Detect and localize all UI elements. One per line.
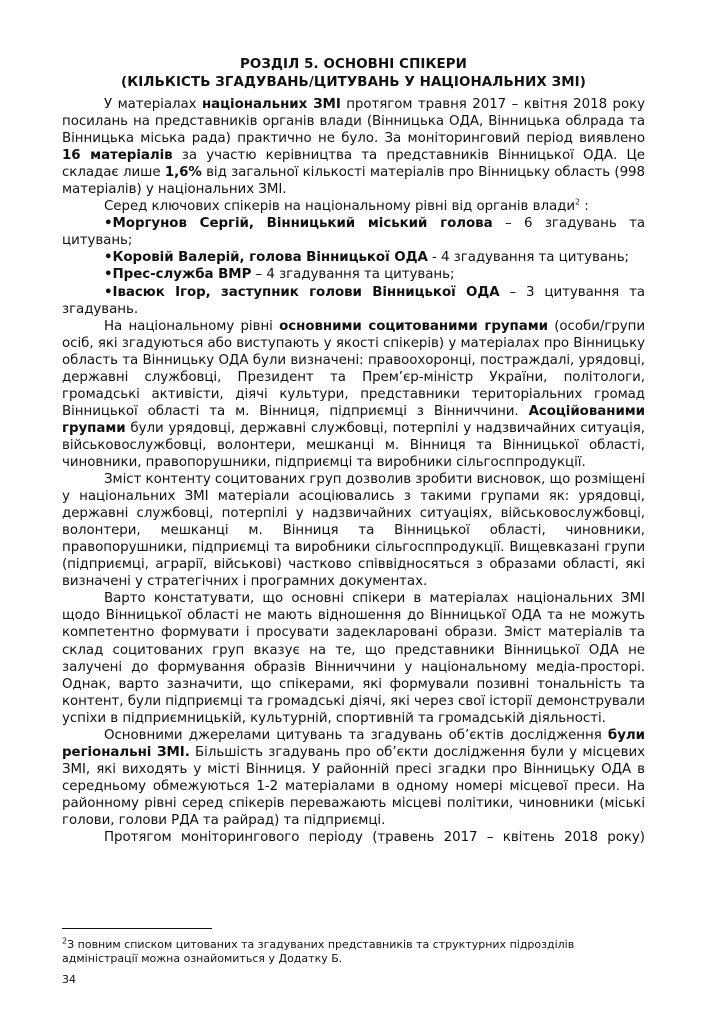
bullet-mark: • xyxy=(104,250,113,266)
footnote-divider xyxy=(62,928,212,929)
paragraph-4: Зміст контенту социтованих груп дозволив зробити висновок, що розміщені у національних ЗМІ матеріали асоціювались з такими групами як: урядовці, державні службовці, потерпілі у надзвичайних ситуаціях, військовослужбовці, волонтери, мешканці м. Вінниця та Вінницької області, чиновники, правопорушники, підприємці та виробники сільгосппродукції. Вищевказані групи (підприємці, аграрії, військові) частково співвідносяться з образами області, які визначені у стратегічних і програмних документах. xyxy=(62,472,645,590)
bold-text: були регіональні ЗМІ. xyxy=(62,727,645,760)
mention-count: - 4 згадування та цитувань; xyxy=(427,250,630,266)
text: протягом травня 2017 – квітня 2018 року посилань на представників органів влади (Вінницька ОДА, Вінницька облрада та Вінницька міська рада) практично не було. За моніторинговий період виявлено xyxy=(62,97,645,147)
page-number: 34 xyxy=(62,973,76,986)
text: Серед ключових спікерів на національному рівні від органів влади xyxy=(104,199,575,215)
text: : xyxy=(580,199,589,215)
speaker-name: Івасюк Ігор, заступник голови Вінницької ОДА xyxy=(112,284,500,300)
paragraph-7: Протягом моніторингового періоду (травень 2017 – квітень 2018 року) xyxy=(104,830,645,846)
text: Основними джерелами цитувань та згадувань об’єктів дослідження xyxy=(104,727,608,743)
bold-text: 1,6% xyxy=(164,165,202,181)
bullet-mark: • xyxy=(104,267,113,283)
page-content xyxy=(62,56,645,846)
text: Більшість згадувань про об’єкти дослідження були у місцевих ЗМІ, які виходять у місті Вінниця. У районній пресі згадки про Вінницьку ОДА в середньому обмежуються 1-2 матеріалами в одному номері місцевої преси. На районному рівні серед спікерів переважають місцеві політики, чиновники (міські голови, голови РДА та райрад) та підприємці. xyxy=(62,744,645,828)
paragraph-6 xyxy=(62,727,645,829)
speaker-list-item xyxy=(62,266,645,283)
bold-text: національних ЗМІ xyxy=(201,97,341,112)
paragraph-5: Варто констатувати, що основні спікери в матеріалах національних ЗМІ щодо Вінницької області не мають відношення до Вінницької ОДА та не можуть компетентно формувати і просувати задекларовані образи. Зміст матеріалів та склад социтованих груп вказує на те, що представники Вінницької ОДА не залучені до формування образів Вінниччини у національному медіа-просторі. Однак, варто зазначити, що спікерами, які формували позивні тональність та контент, були підприємці та громадські діячі, які через свої історії демонстрували успіхи в підприємницькій, культурній, спортивній та громадській діяльності. xyxy=(62,591,645,726)
footnote-text: З повним списком цитованих та згадуваних представників та структурних підрозділів адміністрації можна ознайомиться у Додатку Б. xyxy=(62,938,575,965)
speaker-name: Коровій Валерій, голова Вінницької ОДА xyxy=(112,250,428,266)
section-title-line-2: (КІЛЬКІСТЬ ЗГАДУВАНЬ/ЦИТУВАНЬ У НАЦІОНАЛЬНИХ ЗМІ) xyxy=(121,75,586,90)
mention-count: – 4 згадування та цитувань; xyxy=(251,267,455,283)
paragraph-2 xyxy=(62,198,645,215)
footnote-ref: 2 xyxy=(574,197,581,207)
bullet-mark: • xyxy=(104,284,113,300)
mention-count: – 6 згадувань та цитувань; xyxy=(62,216,645,249)
speaker-name: Моргунов Сергій, Вінницький міський голова xyxy=(112,216,493,232)
text: На національному рівні xyxy=(104,318,280,334)
text: від загальної кількості матеріалів про Вінницьку область (998 матеріалів) у національних ЗМІ. xyxy=(62,165,645,198)
bold-text: 16 матеріалів xyxy=(62,148,173,164)
paragraph-1 xyxy=(62,96,645,198)
speaker-list-item xyxy=(62,215,645,249)
footnote-number: 2 xyxy=(62,936,68,946)
paragraph-3 xyxy=(62,318,645,471)
speaker-list-item xyxy=(62,284,645,318)
bullet-mark: • xyxy=(104,216,113,232)
mention-count: – 3 цитування та згадувань. xyxy=(62,284,645,317)
text: за участю керівництва та представників Вінницької ОДА. Це складає лише xyxy=(62,148,645,181)
section-title-line-1: РОЗДІЛ 5. ОСНОВНІ СПІКЕРИ xyxy=(240,57,467,72)
text: були урядовці, державні службовці, потерпілі у надзвичайних ситуація, військовослужбовці, волонтери, мешканці м. Вінниця та Вінницької області, чиновники, правопорушники, підприємці та виробники сільгосппродукції. xyxy=(62,420,645,470)
bold-text: Асоційованими групами xyxy=(62,403,645,436)
section-title xyxy=(62,56,645,92)
text: (особи/групи осіб, які згадуються або виступають у якості спікерів) у матеріалах про Вінницьку область та Вінницьку ОДА були визначені: правоохоронці, постраждалі, урядовці, державні службовці, Президент та Прем’єр-міністр України, політологи, громадські активісти, діячі культури, представники територіальних громад Вінницької області та м. Вінниця, підприємці з Вінниччини. xyxy=(62,318,646,419)
bold-text: основними социтованими групами xyxy=(279,318,548,334)
text: У матеріалах xyxy=(104,97,202,112)
speaker-list-item xyxy=(62,249,645,266)
speaker-name: Прес-служба ВМР xyxy=(112,267,252,283)
footnote xyxy=(62,938,645,966)
